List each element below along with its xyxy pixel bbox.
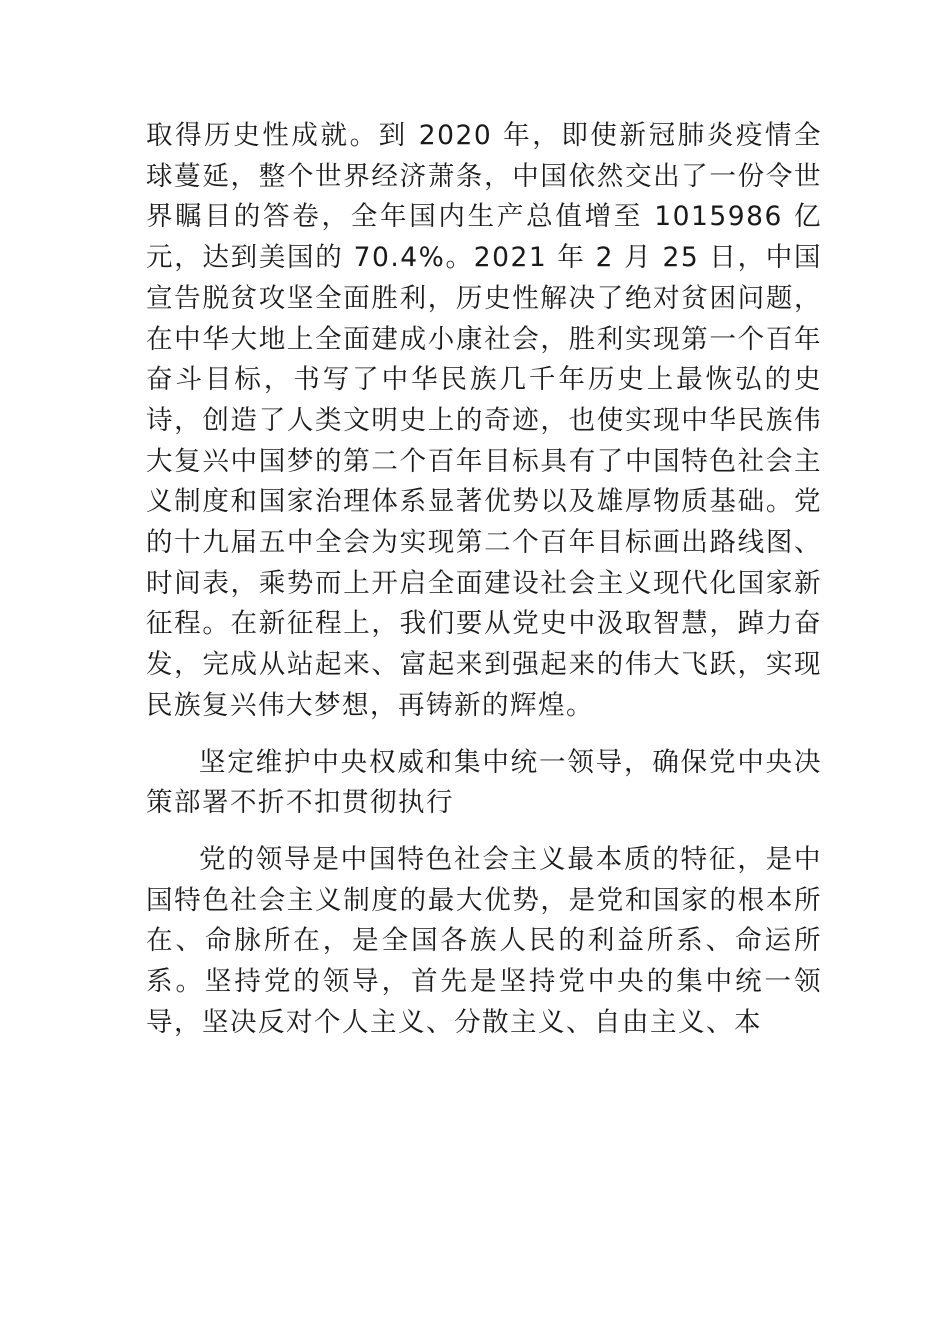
paragraph-heading-central-authority: 坚定维护中央权威和集中统一领导，确保党中央决策部署不折不扣贯彻执行 [146,746,822,819]
paragraph-achievements: 取得历史性成就。到 2020 年，即使新冠肺炎疫情全球蔓延，整个世界经济萧条，中国依然交出了一份令世界瞩目的答卷，全年国内生产总值增至 1015986 亿元，达到美国的 70.4%。2021 年 2 月 25 日，中国宣告脱贫攻坚全面胜利，历史性解决了绝对贫困问题，在中华大地上全面建成小康社会，胜利实现第一个百年奋斗目标，书写了中华民族几千年历史上最恢弘的史诗，创造了人类文明史上的奇迹，也使实现中华民族伟大复兴中国梦的第二个百年目标具有了中国特色社会主义制度和国家治理体系显著优势以及雄厚物质基础。党的十九届五中全会为实现第二个百年目标画出路线图、时间表，乘势而上开启全面建设社会主义现代化国家新征程。在新征程上，我们要从党史中汲取智慧，踔力奋发，完成从站起来、富起来到强起来的伟大飞跃，实现民族复兴伟大梦想，再铸新的辉煌。 [146,120,822,721]
paragraph-party-leadership: 党的领导是中国特色社会主义最本质的特征，是中国特色社会主义制度的最大优势，是党和国家的根本所在、命脉所在，是全国各族人民的利益所系、命运所系。坚持党的领导，首先是坚持党中央的集中统一领导，坚决反对个人主义、分散主义、自由主义、本 [146,843,822,1038]
document-body [146,116,822,1043]
